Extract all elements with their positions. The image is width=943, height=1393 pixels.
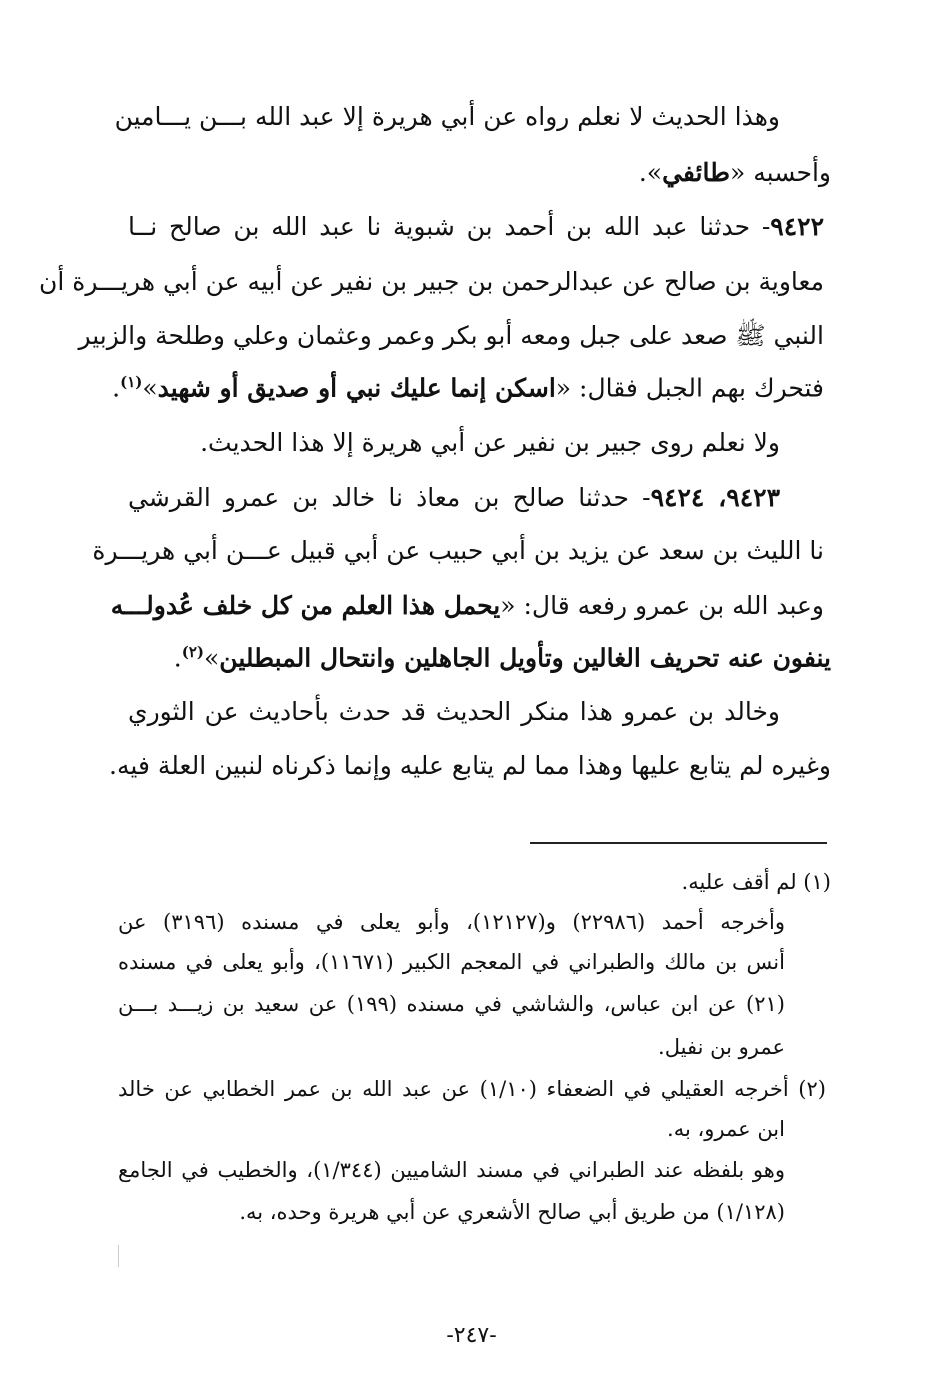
bold-span: يحمل هذا العلم من كل خلف عُدولـــه: [110, 591, 501, 620]
main-line-10: [110, 591, 824, 621]
main-line-8: [128, 484, 780, 513]
text-span: وأحسبه «: [730, 158, 831, 187]
footnote-marker: (١): [120, 373, 143, 391]
main-line-9: نا الليث بن سعد عن يزيد بن أبي حبيب عن أبي قبيل عـــن أبي هريـــرة: [92, 536, 824, 565]
main-line-4: معاوية بن صالح عن عبدالرحمن بن جبير بن نفير عن أبيه عن أبي هريـــرة أن: [38, 267, 824, 296]
footnote-line-4: (٢١) عن ابن عباس، والشاشي في مسنده (١٩٩) عن سعيد بن زيـــد بـــن: [118, 992, 785, 1016]
main-line-11: [174, 644, 831, 673]
main-line-3: [128, 213, 824, 242]
bold-span: طائفي: [662, 158, 731, 187]
footnote-line-8: وهو بلفظه عند الطبراني في مسند الشاميين (١/٣٤٤)، والخطيب في الجامع: [118, 1158, 785, 1182]
main-line-1: وهذا الحديث لا نعلم رواه عن أبي هريرة إلا عبد الله بـــن يـــامين: [114, 102, 780, 131]
footnote-line-7: ابن عمرو، به.: [667, 1117, 785, 1141]
footnote-line-3: أنس بن مالك والطبراني في المعجم الكبير (١١٦٧١)، وأبو يعلى في مسنده: [118, 950, 785, 974]
text-span: »: [142, 373, 158, 403]
footnote-line-1: (١) لم أقف عليه.: [681, 870, 831, 894]
text-span: - حدثنا صالح بن معاذ نا خالد بن عمرو القرشي: [128, 483, 651, 512]
bold-span: اسكن إنما عليك نبي أو صديق أو شهيد: [157, 373, 556, 403]
footnote-line-6: (٢) أخرجه العقيلي في الضعفاء (١/١٠) عن عبد الله بن عمر الخطابي عن خالد: [118, 1077, 826, 1101]
text-span: وعبد الله بن عمرو رفعه قال: «: [500, 591, 824, 620]
page-edge-mark: [118, 1245, 119, 1267]
footnote-separator: [530, 842, 827, 844]
page-number: -٢٤٧-: [446, 1323, 497, 1348]
footnote-line-9: (١/١٢٨) من طريق أبي صالح الأشعري عن أبي هريرة وحده، به.: [239, 1200, 785, 1224]
text-span: - حدثنا عبد الله بن أحمد بن شبوية نا عبد الله بن صالح نــا: [128, 212, 771, 241]
main-line-5: النبي ﷺ صعد على جبل ومعه أبو بكر وعمر وعثمان وعلي وطلحة والزبير: [78, 321, 824, 350]
text-span: »: [204, 643, 220, 673]
text-span: فتحرك بهم الجبل فقال: «: [555, 373, 824, 403]
main-line-13: وغيره لم يتابع عليها وهذا مما لم يتابع عليه وإنما ذكرناه لنبين العلة فيه.: [109, 751, 831, 780]
text-span: .: [112, 373, 121, 403]
footnote-line-5: عمرو بن نفيل.: [658, 1035, 785, 1059]
text-span: .: [173, 643, 182, 673]
main-line-2: [639, 159, 831, 188]
main-line-6: [112, 374, 824, 403]
main-line-12: وخالد بن عمرو هذا منكر الحديث قد حدث بأحاديث عن الثوري: [128, 697, 780, 726]
footnote-marker: (٢): [181, 643, 204, 661]
main-line-7: ولا نعلم روى جبير بن نفير عن أبي هريرة إلا هذا الحديث.: [200, 428, 780, 457]
footnote-line-2: وأخرجه أحمد (٢٢٩٨٦) و(١٢١٢٧)، وأبو يعلى في مسنده (٣١٩٦) عن: [118, 910, 786, 934]
hadith-number: ٩٤٢٢: [770, 212, 824, 241]
hadith-number: ٩٤٢٣، ٩٤٢٤: [650, 483, 780, 512]
text-span: ».: [638, 158, 663, 187]
bold-span: ينفون عنه تحريف الغالين وتأويل الجاهلين وانتحال المبطلين: [219, 643, 831, 673]
